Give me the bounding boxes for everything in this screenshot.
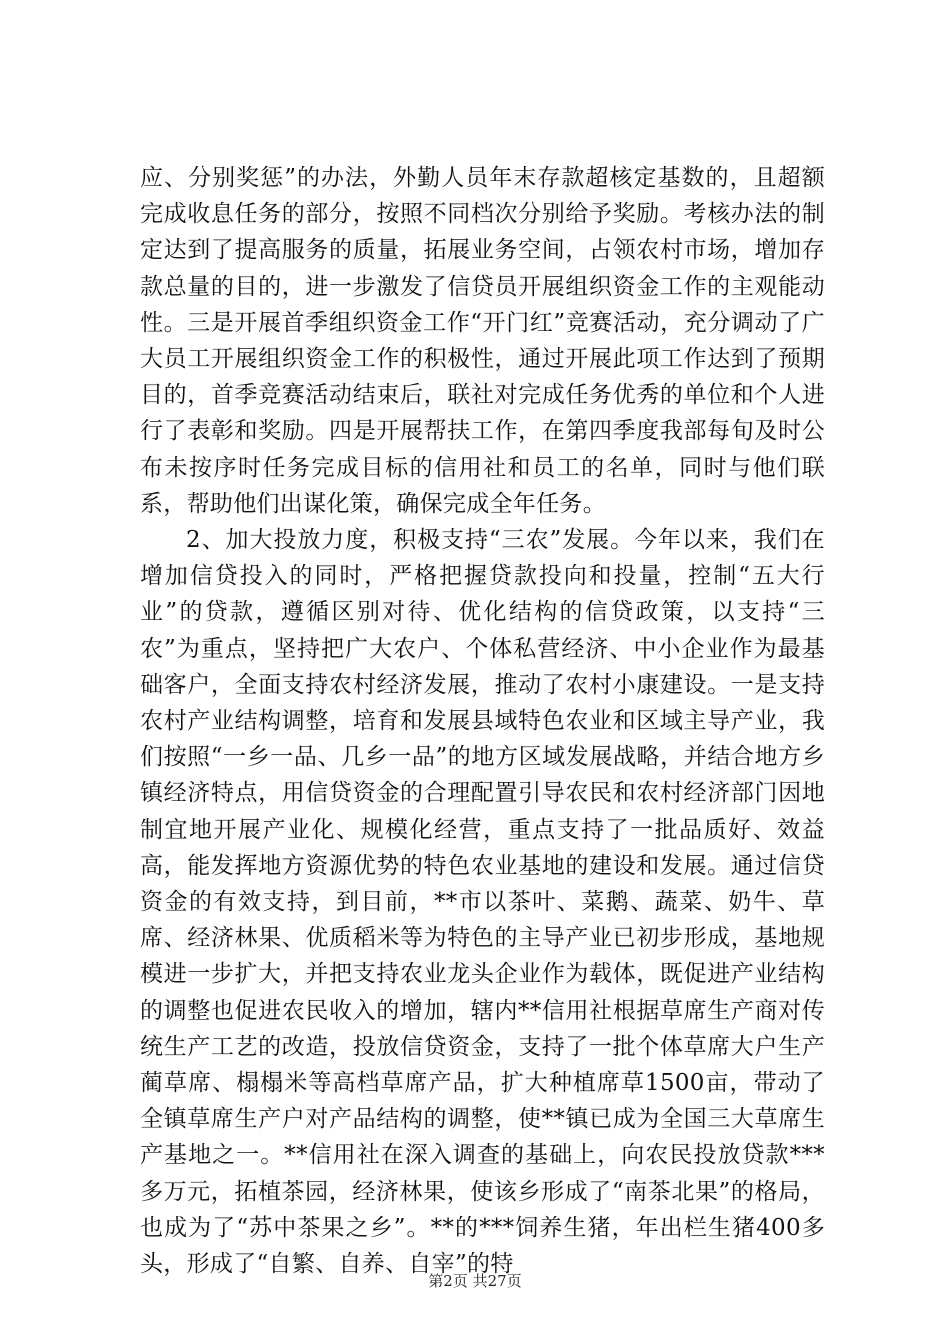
paragraph-1: 应、分别奖惩”的办法，外勤人员年末存款超核定基数的，且超额完成收息任务的部分，按照不同档次分别给予奖励。考核办法的制定达到了提高服务的质量，拓展业务空间，占领农村市场，增加存款总量的目的，进一步激发了信贷员开展组织资金工作的主观能动性。三是开展首季组织资金工作“开门红”竞赛活动，充分调动了广大员工开展组织资金工作的积极性，通过开展此项工作达到了预期目的，首季竞赛活动结束后，联社对完成任务优秀的单位和个人进行了表彰和奖励。四是开展帮扶工作，在第四季度我部每旬及时公布未按序时任务完成目标的信用社和员工的名单，同时与他们联系，帮助他们出谋化策，确保完成全年任务。	[140, 165, 825, 517]
page-footer	[0, 1270, 950, 1291]
paragraph-2: 2、加大投放力度，积极支持“三农”发展。今年以来，我们在增加信贷投入的同时，严格把握贷款投向和投量，控制“五大行业”的贷款，遵循区别对待、优化结构的信贷政策，以支持“三农”为重点，坚持把广大农户、个体私营经济、中小企业作为最基础客户，全面支持农村经济发展，推动了农村小康建设。一是支持农村产业结构调整，培育和发展县域特色农业和区域主导产业，我们按照“一乡一品、几乡一品”的地方区域发展战略，并结合地方乡镇经济特点，用信贷资金的合理配置引导农民和农村经济部门因地制宜地开展产业化、规模化经营，重点支持了一批品质好、效益高，能发挥地方资源优势的特色农业基地的建设和发展。通过信贷资金的有效支持，到目前，**市以茶叶、菜鹅、蔬菜、奶牛、草席、经济林果、优质稻米等为特色的主导产业已初步形成，基地规模进一步扩大，并把支持农业龙头企业作为载体，既促进产业结构的调整也促进农民收入的增加，辖内**信用社根据草席生产商对传统生产工艺的改造，投放信贷资金，支持了一批个体草席大户生产蔺草席、榻榻米等高档草席产品，扩大种植席草1500亩，带动了全镇草席生产户对产品结构的调整，使**镇已成为全国三大草席生产基地之一。**信用社在深入调查的基础上，向农民投放贷款***多万元，拓植茶园，经济林果，使该乡形成了“南茶北果”的格局，也成为了“苏中茶果之乡”。**的***饲养生猪，年出栏生猪400多头，形成了“自繁、自养、自宰”的特	[140, 527, 825, 1278]
page-number-label: 第2页 共27页	[428, 1272, 522, 1290]
document-body	[140, 160, 825, 1282]
